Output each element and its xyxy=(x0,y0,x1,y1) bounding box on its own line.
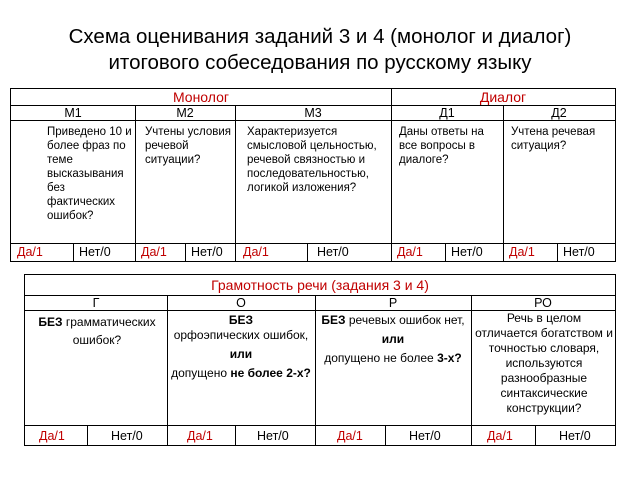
m2-no: Нет/0 xyxy=(191,245,223,259)
criterion-ro-code: РО xyxy=(534,296,552,310)
monolog-dialog-table xyxy=(10,88,616,262)
o-pre: допущено xyxy=(171,366,231,380)
o-yes: Да/1 xyxy=(187,429,213,443)
r-bold2: 3-х? xyxy=(437,351,462,365)
criterion-ro-text: Речь в целом отличается богатством и точностью словаря, используются разнообразные синтаксические конструкции? xyxy=(475,311,613,415)
criterion-d2-code: Д2 xyxy=(551,106,567,120)
r-pre: допущено не более xyxy=(324,351,438,365)
r-bold: БЕЗ xyxy=(321,313,346,327)
d1-yes: Да/1 xyxy=(397,245,423,259)
criterion-m2-code: М2 xyxy=(176,106,194,120)
dialog-header: Диалог xyxy=(479,89,527,105)
title-line-2: итогового собеседования по русскому языку xyxy=(108,51,532,74)
m2-yes: Да/1 xyxy=(141,245,167,259)
criterion-o-text xyxy=(171,313,311,423)
criterion-m2-text: Учтены условия речевой ситуации? xyxy=(145,126,232,166)
criterion-g-text xyxy=(29,313,165,363)
g-rest: грамматических ошибок? xyxy=(62,315,156,347)
criterion-d1-text: Даны ответы на все вопросы в диалоге? xyxy=(399,126,484,166)
criterion-m3-code: М3 xyxy=(304,106,322,120)
o-line1: орфоэпических ошибок, xyxy=(173,328,309,342)
r-line1: речевых ошибок нет, xyxy=(345,313,465,327)
g-yes: Да/1 xyxy=(39,429,65,443)
criterion-m3-text: Характеризуется смысловой цельностью, речевой связностью и последовательностью, логикой изложения? xyxy=(247,126,377,194)
ro-yes: Да/1 xyxy=(487,429,513,443)
d1-no: Нет/0 xyxy=(451,245,483,259)
g-bold: БЕЗ xyxy=(38,315,63,329)
g-no: Нет/0 xyxy=(111,429,143,443)
m1-yes: Да/1 xyxy=(17,245,43,259)
o-bold: БЕЗ xyxy=(228,313,254,327)
criterion-g-code: Г xyxy=(92,296,100,310)
d2-yes: Да/1 xyxy=(509,245,535,259)
monolog-header: Монолог xyxy=(172,89,230,105)
m3-no: Нет/0 xyxy=(317,245,349,259)
literacy-header: Грамотность речи (задания 3 и 4) xyxy=(211,277,429,293)
criterion-m1-text: Приведено 10 и более фраз по теме высказывания без фактических ошибок? xyxy=(47,126,132,222)
m3-yes: Да/1 xyxy=(243,245,269,259)
criterion-d2-text: Учтена речевая ситуация? xyxy=(511,126,596,152)
r-yes: Да/1 xyxy=(337,429,363,443)
o-no: Нет/0 xyxy=(257,429,289,443)
criterion-o-code: О xyxy=(236,296,246,310)
criterion-r-text xyxy=(319,313,467,423)
m1-no: Нет/0 xyxy=(79,245,111,259)
ro-no: Нет/0 xyxy=(559,429,591,443)
o-bold2: не более 2-х? xyxy=(230,366,311,380)
r-no: Нет/0 xyxy=(409,429,441,443)
criterion-d1-code: Д1 xyxy=(439,106,455,120)
literacy-table xyxy=(24,274,616,446)
d2-no: Нет/0 xyxy=(563,245,595,259)
page-title xyxy=(0,24,640,76)
criterion-r-code: Р xyxy=(388,296,398,310)
title-line-1: Схема оценивания заданий 3 и 4 (монолог и диалог) xyxy=(68,25,572,48)
criterion-m1-code: М1 xyxy=(64,106,82,120)
o-or: или xyxy=(229,347,253,361)
r-or: или xyxy=(381,332,405,346)
